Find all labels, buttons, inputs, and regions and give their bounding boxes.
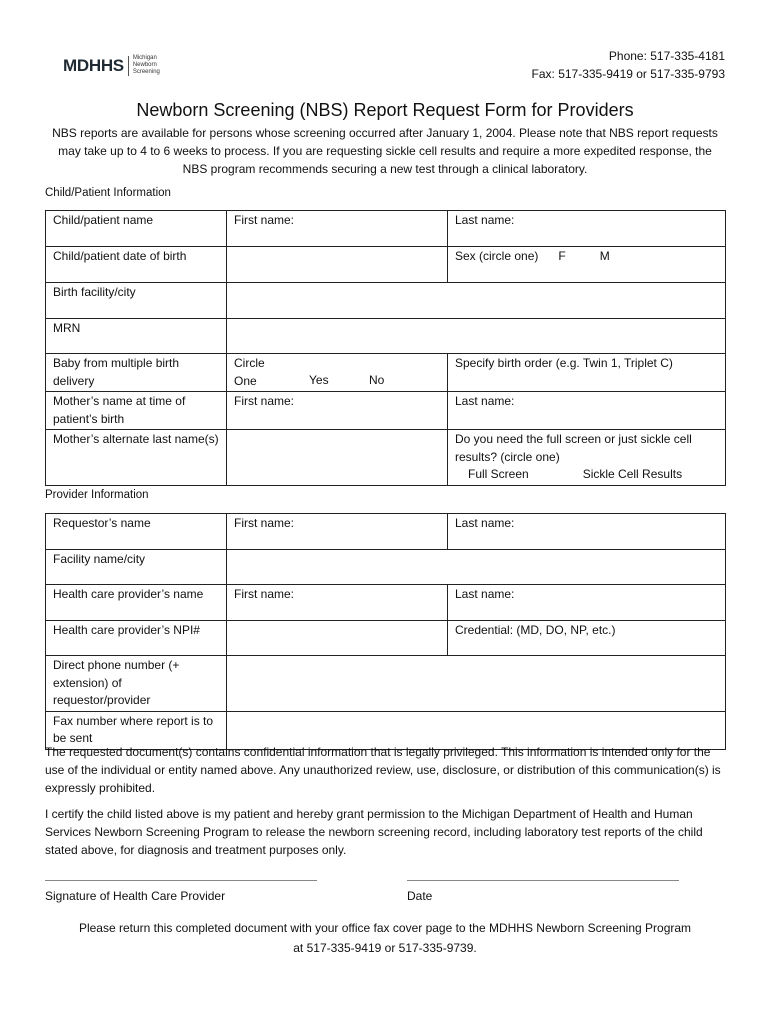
confidentiality-notice: The requested document(s) contains confidential information that is legally privileged. This information is intended only for the use of the individual or entity named above. Any unauthorized review, use, disclosure, or distribution of this communication(s) is expressly prohibited. (45, 745, 721, 795)
child-dob-field[interactable] (227, 247, 448, 283)
signature-line[interactable] (45, 880, 317, 881)
requestor-last-name-field[interactable]: Last name: (448, 514, 726, 550)
multiple-birth-field[interactable] (227, 354, 448, 392)
hcp-name-label: Health care provider’s name (46, 585, 227, 621)
mother-alt-name-label: Mother’s alternate last name(s) (46, 430, 227, 486)
hcp-last-name-field[interactable]: Last name: (448, 585, 726, 621)
return-instructions-line2: at 517-335-9419 or 517-335-9739. (293, 941, 477, 955)
sickle-cell-option[interactable]: Sickle Cell Results (582, 467, 683, 481)
npi-field[interactable] (227, 621, 448, 656)
child-section-label: Child/Patient Information (45, 187, 171, 199)
intro-text: NBS reports are available for persons whose screening occurred after January 1, 2004. Please note that NBS report requests may take up to 4 to 6 weeks to process. If you are requesting sickle cell results and require a more expedited response, the NBS program recommends securing a new test through a clinical laboratory. (52, 126, 718, 176)
facility-label: Facility name/city (46, 550, 227, 585)
facility-field[interactable] (227, 550, 726, 585)
credential-field[interactable]: Credential: (MD, DO, NP, etc.) (448, 621, 726, 656)
child-last-name-field[interactable]: Last name: (448, 211, 726, 247)
full-screen-option[interactable]: Full Screen (468, 467, 529, 481)
circle-one-label: Circle One (234, 356, 265, 388)
return-instructions (40, 918, 730, 958)
multiple-birth-label: Baby from multiple birth delivery (46, 354, 227, 392)
provider-info-table (45, 513, 726, 750)
date-label: Date (407, 889, 433, 903)
return-instructions-line1: Please return this completed document with your office fax cover page to the MDHHS Newborn Screening Program (78, 921, 692, 935)
fax-number: Fax: 517-335-9419 or 517-335-9793 (531, 67, 725, 81)
requestor-first-name-field[interactable]: First name: (227, 514, 448, 550)
mother-name-label: Mother’s name at time of patient’s birth (46, 392, 227, 430)
logo-subtitle: Michigan Newborn Screening (132, 55, 160, 75)
birth-order-field[interactable]: Specify birth order (e.g. Twin 1, Triplet C) (448, 354, 726, 392)
birth-facility-field[interactable] (227, 283, 726, 319)
sex-option-m[interactable]: M (599, 249, 610, 263)
sex-option-f[interactable]: F (558, 249, 566, 263)
multiple-birth-no[interactable]: No (369, 373, 385, 387)
fax-number-label: Fax number where report is to be sent (46, 711, 227, 749)
child-name-label: Child/patient name (46, 211, 227, 247)
contact-info (532, 47, 725, 83)
mrn-label: MRN (46, 319, 227, 354)
birth-facility-label: Birth facility/city (46, 283, 227, 319)
mother-first-name-field[interactable]: First name: (227, 392, 448, 430)
npi-label: Health care provider’s NPI# (46, 621, 227, 656)
logo-divider (128, 56, 129, 76)
mdhhs-logo (63, 55, 179, 76)
requestor-name-label: Requestor’s name (46, 514, 227, 550)
provider-section-label: Provider Information (45, 489, 149, 501)
mother-last-name-field[interactable]: Last name: (448, 392, 726, 430)
child-first-name-field[interactable]: First name: (227, 211, 448, 247)
mother-alt-name-field[interactable] (227, 430, 448, 486)
signature-label: Signature of Health Care Provider (45, 889, 226, 903)
mrn-field[interactable] (227, 319, 726, 354)
direct-phone-label: Direct phone number (+ extension) of requestor/provider (46, 656, 227, 712)
hcp-first-name-field[interactable]: First name: (227, 585, 448, 621)
sex-label: Sex (circle one) (455, 249, 539, 263)
screen-type-question: Do you need the full screen or just sickle cell results? (circle one) (455, 432, 692, 464)
child-info-table (45, 210, 726, 486)
date-line[interactable] (407, 880, 679, 881)
child-sex-field[interactable] (448, 247, 726, 283)
page-title: Newborn Screening (NBS) Report Request Form for Providers (136, 100, 634, 120)
screen-type-field[interactable] (448, 430, 726, 486)
multiple-birth-yes[interactable]: Yes (309, 373, 329, 387)
certification-text: I certify the child listed above is my patient and hereby grant permission to the Michigan Department of Health and Human Services Newborn Screening Program to release the newborn screening record, including laboratory test reports of the child stated above, for diagnosis and treatment purposes only. (45, 807, 703, 857)
logo-mark: MDHHS (63, 55, 124, 75)
child-dob-label: Child/patient date of birth (46, 247, 227, 283)
phone-number: Phone: 517-335-4181 (608, 49, 725, 63)
direct-phone-field[interactable] (227, 656, 726, 712)
